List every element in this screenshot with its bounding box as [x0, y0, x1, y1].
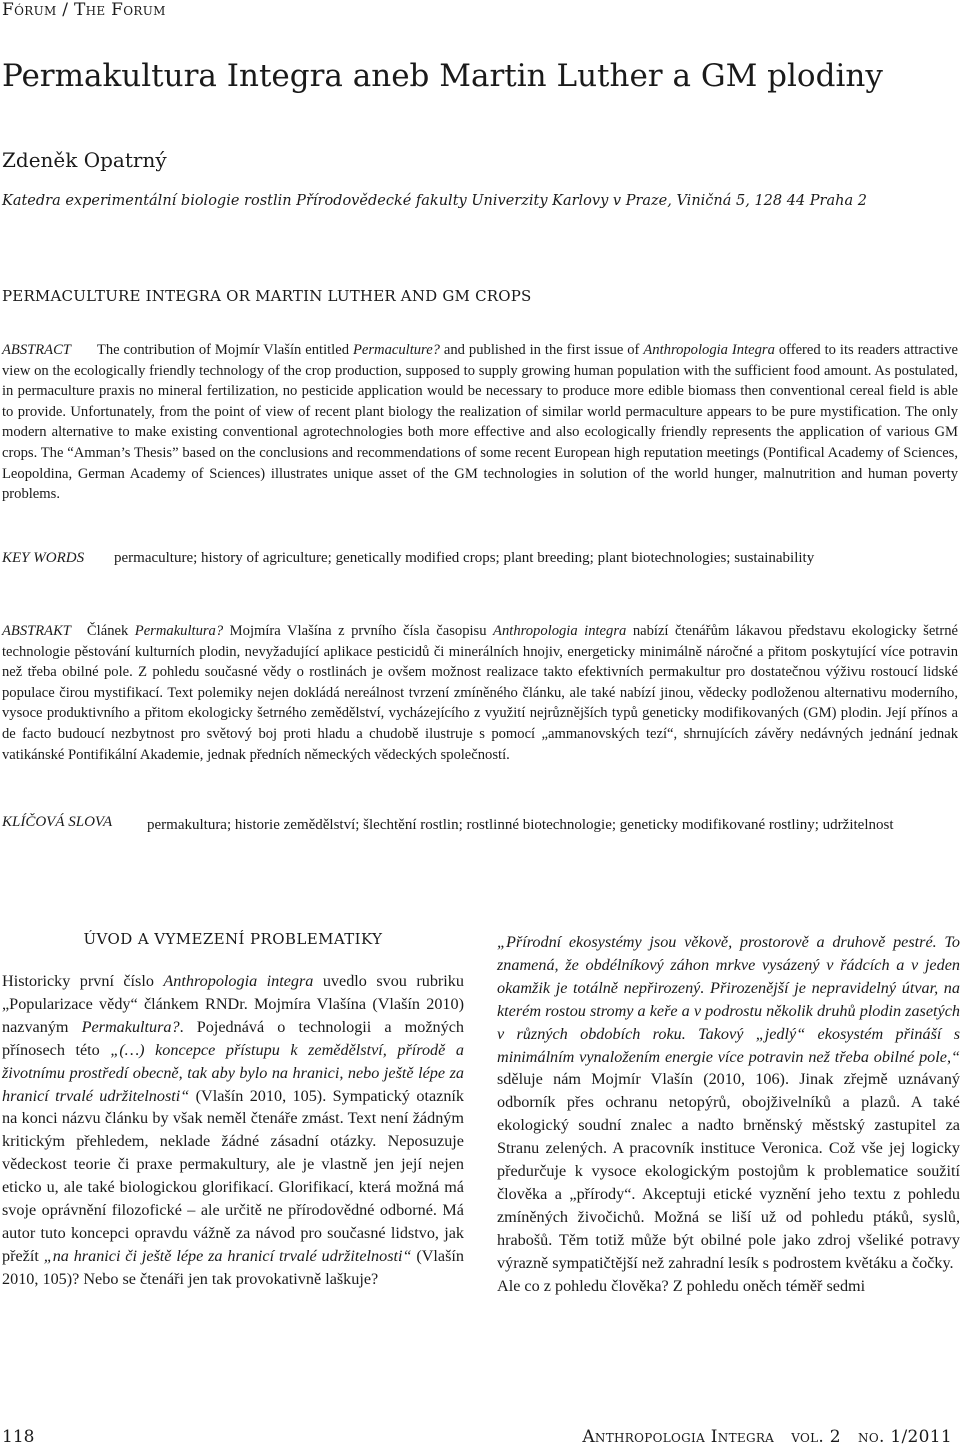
abstract-english — [2, 340, 958, 505]
abstrakt-text: Mojmíra Vlašína z prvního čísla časopisu — [223, 623, 494, 639]
paragraph-quote: „na hranici či ještě lépe za hranicí trvalé udržitelnosti“ — [43, 1246, 412, 1265]
abstract-label: ABSTRACT — [2, 342, 71, 358]
keywords-english — [2, 550, 960, 574]
page-number: 118 — [2, 1427, 35, 1447]
paragraph-text: (Vlašín 2010, 105). Sympatický otazník na konci názvu článku by však neměl čtenáře zmást. Text není žádným kritickým přehledem, neklade žádné zásadní otázky. Neposuzuje vědeckost teorie či praxe permakultury, ale je vlastně jen její nejen eticko u, ale také biologickou glorifikací. Glorifikací, která možná má svoje oprávnění filozofické – ale určitě ne přírodovědné odborné. Má autor tuto koncepci opravdu vážně za návod pro současné lidstvo, jak přežít — [2, 1086, 465, 1265]
journal-footer: Anthropologia Integra vol. 2 no. 1/2011 — [582, 1427, 952, 1447]
paragraph-quote: „Přírodní ekosystémy jsou věkově, prostorově a druhově pestré. To znamená, že obdélníkový záhon mrkve vysázený v řádcích a v jeden okamžik je totálně nepřirozený. Přirozenější je nepravidelný útvar, na kterém rostou stromy a keře a v podrostu několik druhů plodin zasetých v různých obdobích roku. Takový „jedlý“ ekosystém přináší s minimálním vynaložením energie více potravin než třeba obilné pole,“ — [497, 933, 960, 1066]
klicova-slova-value: permakultura; historie zemědělství; šlechtění rostlin; rostlinné biotechnologie; geneticky modifikované rostliny; udržitelnost — [147, 817, 894, 833]
left-column-text — [2, 970, 464, 1291]
paragraph-italic: Permakultura? — [81, 1017, 180, 1036]
paragraph-text: Ale co z pohledu člověka? Z pohledu oněch téměř sedmi — [497, 1276, 866, 1295]
paragraph-text: (Vlašín 2010, 105)? Nebo se čtenáři jen tak provokativně laškuje? — [2, 1246, 464, 1288]
article-title: Permakultura Integra aneb Martin Luther a GM plodiny — [2, 58, 883, 94]
abstract-czech — [2, 621, 958, 765]
klicova-slova-label: KLÍČOVÁ SLOVA — [2, 814, 113, 830]
abstract-text-italic: Anthropologia Integra — [643, 342, 775, 358]
paragraph-text: Historicky první číslo — [2, 972, 164, 990]
section-header: Fórum / The Forum — [2, 0, 166, 20]
paragraph-text: . Pojednává o technologii a možných přínosech této — [2, 1017, 464, 1059]
section-heading: ÚVOD A VYMEZENÍ PROBLEMATIKY — [83, 930, 383, 948]
abstract-text: The contribution of Mojmír Vlašín entitled — [96, 342, 353, 358]
right-column-text — [497, 931, 960, 1298]
abstract-text-italic: Permaculture? — [352, 342, 440, 358]
keywords-label: KEY WORDS — [2, 550, 85, 566]
abstrakt-label: ABSTRAKT — [2, 623, 71, 639]
paragraph-text: uvedlo svou rubriku „Popularizace vědy“ článkem RNDr. Mojmíra Vlašína (Vlašín 2010) nazvaným — [2, 972, 464, 1036]
paragraph-italic: Anthropologia integra — [163, 972, 314, 990]
paragraph-text: sděluje nám Mojmír Vlašín (2010, 106). Jinak zřejmě uznávaný odborník přes ochranu netopýrů, obojživelníků a plazů. A také ekologický soudní znalec a nadto brněnský městský zastupitel za Stranu zelených. A pracovník instituce Veronica. Což vše jej logicky předurčuje k vysoce ekologickým postojům k problematice soužití člověka a „přírody“. Akceptuji etické vyznění jeho textu z pohledu zmíněných živočichů. Možná se liší už od pohledu ptáků, syslů, hrabošů. Těm totiž může být obilné pole jako zdroj všeliké potravy výrazně sympatičtější než zahradní lesík s podrostem květáku a čočky. — [497, 1070, 960, 1272]
keywords-value: permaculture; history of agriculture; genetically modified crops; plant breeding; plant biotechnologies; sustainability — [114, 550, 815, 566]
abstrakt-text-italic: Permakultura? — [134, 623, 224, 639]
abstract-text: offered to its readers attractive view on the ecologically friendly technology of the crop production, supposed to supply growing human population with the sufficient food amount. As postulated, in permaculture praxis no mineral fertilization, no pesticide application would be necessary to produce more edible biomass then conventional cereal field is able to provide. Unfortunately, from the point of view of recent plant biology the realization of similar world permaculture appears to be pure mystification. The only modern alternative to make existing conventional agrotechnologies both more effective and also ecologically friendly represents the application of various GM crops. The “Amman’s Thesis” based on the conclusions and recommendations of some recent European high reputation meetings (Pontifical Academy of Sciences, Leopoldina, German Academy of Sciences) illustrates unique asset of the GM technologies in solution of the world hunger, malnutrition and human poverty problems. — [2, 342, 959, 503]
author-name: Zdeněk Opatrný — [2, 148, 167, 172]
english-title: PERMACULTURE INTEGRA OR MARTIN LUTHER AND GM CROPS — [2, 287, 532, 305]
abstrakt-text-italic: Anthropologia integra — [493, 623, 627, 639]
abstract-text: and published in the first issue of — [439, 342, 644, 358]
keywords-czech — [2, 814, 960, 862]
paragraph-quote: „(…) koncepce přístupu k zemědělství, přírodě a životnímu prostředí obecně, tak aby bylo na hranici, nebo ještě lépe za hranicí trvalé udržitelnosti“ — [2, 1040, 464, 1105]
abstrakt-text: Článek — [86, 623, 135, 639]
abstrakt-text: nabízí čtenářům lákavou představu ekologicky šetrné technologie pěstování kulturních plodin, nevyžadující aplikace pesticidů či minerálních hnojiv, energeticky minimálně náročné a přitom poskytující více potravin než třeba obilné pole. Z pohledu současné vědy o rostlinách je ovšem možnost realizace takto efektivních permakultur pro dostatečnou výživu rostoucí lidské populace čirou mystifikací. Text polemiky nejen dokládá nereálnost tvrzení zmíněného článku, ale také nabízí jinou, vědecky podloženou alternativu moderního, vysoce produktivního a přitom ekologicky šetrného zemědělství, vycházejícího z využití nejrůznějších typů geneticky modifikovaných (GM) plodin. Její přínos a de facto budoucí nezbytnost pro světový boj proti hladu a chudobě ilustruje s pomocí „ammanovských tezí“, shrnujících závěry nedávných jednání jednak vatikánské Pontifikální Akademie, jednak předních německých vědeckých společností. — [2, 623, 958, 763]
author-affiliation: Katedra experimentální biologie rostlin Přírodovědecké fakulty Univerzity Karlovy v Praze, Viničná 5, 128 44 Praha 2 — [2, 193, 867, 209]
